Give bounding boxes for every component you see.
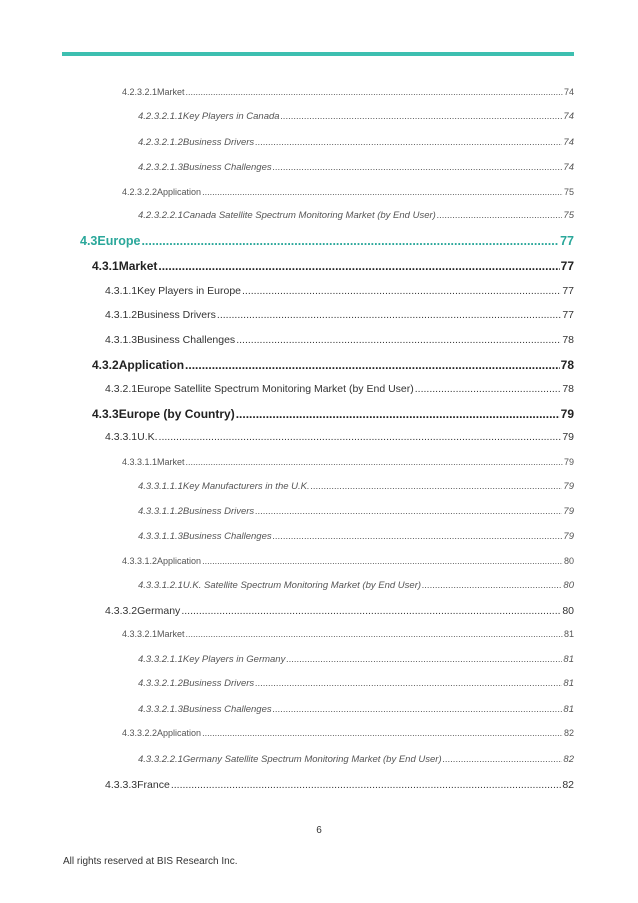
page-number: 6 (316, 825, 322, 836)
toc-leader-dots (273, 704, 563, 715)
toc-entry-page: 79 (563, 531, 574, 542)
toc-entry-number: 4.2.3.2.1 (122, 87, 158, 97)
toc-entry-number: 4.3.3.2.1.1 (138, 654, 183, 665)
toc-entry-number: 4.3.2.1 (105, 383, 138, 395)
toc-entry-page: 77 (562, 285, 574, 297)
toc-entry[interactable] (105, 334, 574, 346)
toc-entry[interactable] (122, 629, 574, 639)
toc-leader-dots (273, 531, 563, 542)
toc-leader-dots (311, 481, 563, 492)
toc-leader-dots (141, 234, 559, 248)
toc-entry-title: Key Players in Canada (182, 111, 280, 122)
toc-entry-number: 4.3.1.3 (105, 334, 138, 346)
toc-entry-page: 77 (560, 234, 574, 248)
toc-leader-dots (181, 605, 561, 617)
toc-entry-page: 79 (563, 457, 574, 467)
toc-entry-title: Business Challenges (182, 531, 272, 542)
toc-leader-dots (171, 779, 562, 791)
footer-copyright: All rights reserved at BIS Research Inc. (63, 856, 238, 867)
toc-entry[interactable] (122, 87, 574, 97)
toc-entry-page: 79 (563, 481, 574, 492)
toc-entry-number: 4.3.3.2.2.1 (138, 754, 183, 765)
toc-leader-dots (186, 87, 563, 97)
toc-entry-number: 4.3 (80, 234, 98, 248)
toc-leader-dots (236, 334, 561, 346)
toc-leader-dots (202, 187, 563, 197)
toc-entry-number: 4.3.3.2.1.3 (138, 704, 183, 715)
toc-leader-dots (185, 358, 560, 372)
toc-entry-number: 4.3.3.2 (105, 605, 138, 617)
toc-leader-dots (437, 210, 563, 221)
toc-entry-title: Application (118, 358, 185, 372)
toc-entry[interactable] (138, 111, 574, 122)
toc-entry-page: 81 (563, 629, 574, 639)
toc-entry[interactable] (105, 285, 574, 297)
toc-leader-dots (286, 654, 562, 665)
toc-entry-number: 4.3.3.1.2 (122, 556, 158, 566)
toc-entry-page: 78 (560, 358, 574, 372)
toc-entry-page: 80 (563, 580, 574, 591)
toc-entry-title: Market (157, 629, 185, 639)
toc-entry-page: 82 (563, 754, 574, 765)
toc-leader-dots (186, 457, 563, 467)
toc-entry-page: 75 (563, 210, 574, 221)
toc-entry[interactable] (138, 210, 574, 221)
toc-entry[interactable] (138, 531, 574, 542)
toc-entry-title: Key Manufacturers in the U.K. (182, 481, 310, 492)
toc-leader-dots (281, 111, 563, 122)
toc-entry-title: Business Drivers (137, 309, 216, 321)
toc-entry-title: Europe (97, 234, 141, 248)
toc-entry-title: Key Players in Germany (182, 654, 286, 665)
toc-entry-page: 77 (560, 259, 574, 273)
toc-entry[interactable] (138, 162, 574, 173)
toc-entry-title: Business Challenges (182, 162, 272, 173)
toc-entry-page: 81 (563, 678, 574, 689)
header-rule (62, 52, 574, 56)
toc-entry[interactable] (92, 259, 574, 273)
toc-entry-page: 78 (562, 334, 574, 346)
toc-entry-number: 4.3.1 (92, 259, 119, 273)
toc-entry-page: 78 (562, 383, 574, 395)
toc-entry[interactable] (92, 358, 574, 372)
toc-entry-number: 4.3.3.1.1 (122, 457, 158, 467)
toc-leader-dots (242, 285, 561, 297)
toc-entry-number: 4.2.3.2.2 (122, 187, 158, 197)
toc-entry-page: 80 (563, 556, 574, 566)
toc-leader-dots (202, 728, 563, 738)
toc-entry-title: Business Challenges (137, 334, 236, 346)
toc-entry[interactable] (138, 506, 574, 517)
toc-entry[interactable] (105, 383, 574, 395)
toc-entry[interactable] (122, 556, 574, 566)
toc-entry-number: 4.3.1.1 (105, 285, 138, 297)
toc-entry-title: Europe Satellite Spectrum Monitoring Market (by End User) (137, 383, 414, 395)
toc-entry-number: 4.3.3.1.1.1 (138, 481, 183, 492)
toc-entry-number: 4.3.3.3 (105, 779, 138, 791)
toc-entry-number: 4.2.3.2.1.3 (138, 162, 183, 173)
toc-entry-number: 4.3.3.1.2.1 (138, 580, 183, 591)
toc-entry-title: Key Players in Europe (137, 285, 242, 297)
toc-entry-number: 4.3.2 (92, 358, 119, 372)
toc-entry[interactable] (138, 137, 574, 148)
toc-entry[interactable] (80, 234, 574, 248)
toc-entry[interactable] (138, 754, 574, 765)
toc-entry-number: 4.3.1.2 (105, 309, 138, 321)
toc-entry-title: Business Drivers (182, 137, 255, 148)
toc-entry[interactable] (138, 654, 574, 665)
toc-entry-page: 82 (562, 779, 574, 791)
toc-entry-page: 79 (560, 407, 574, 421)
toc-entry-number: 4.3.3.1.1.2 (138, 506, 183, 517)
toc-entry-number: 4.2.3.2.2.1 (138, 210, 183, 221)
toc-entry-number: 4.3.3.1.1.3 (138, 531, 183, 542)
toc-entry-number: 4.3.3.1 (105, 431, 138, 443)
toc-entry-page: 81 (563, 704, 574, 715)
toc-entry[interactable] (138, 678, 574, 689)
toc-entry-title: France (137, 779, 170, 791)
toc-entry[interactable] (105, 605, 574, 617)
toc-entry-title: Business Drivers (182, 678, 255, 689)
toc-leader-dots (255, 678, 562, 689)
toc-leader-dots (255, 506, 562, 517)
toc-leader-dots (415, 383, 562, 395)
toc-leader-dots (273, 162, 563, 173)
toc-entry-title: Business Challenges (182, 704, 272, 715)
toc-entry-page: 82 (563, 728, 574, 738)
toc-entry-page: 75 (563, 187, 574, 197)
toc-entry-title: Canada Satellite Spectrum Monitoring Market (by End User) (182, 210, 436, 221)
toc-leader-dots (158, 259, 559, 273)
toc-entry-page: 77 (562, 309, 574, 321)
toc-entry-title: Europe (by Country) (118, 407, 235, 421)
toc-entry-title: Application (157, 728, 202, 738)
toc-entry-number: 4.2.3.2.1.1 (138, 111, 183, 122)
toc-entry-number: 4.3.3.2.1 (122, 629, 158, 639)
toc-entry-title: U.K. Satellite Spectrum Monitoring Market (by End User) (182, 580, 422, 591)
toc-entry-number: 4.3.3.2.2 (122, 728, 158, 738)
toc-entry-title: Application (157, 187, 202, 197)
toc-entry[interactable] (105, 309, 574, 321)
toc-leader-dots (159, 431, 562, 443)
toc-entry-number: 4.3.3.2.1.2 (138, 678, 183, 689)
toc-entry[interactable] (122, 457, 574, 467)
toc-entry-title: U.K. (137, 431, 158, 443)
toc-entry-page: 74 (563, 87, 574, 97)
toc-entry[interactable] (105, 431, 574, 443)
toc-leader-dots (202, 556, 563, 566)
toc-entry[interactable] (138, 704, 574, 715)
toc-entry-page: 80 (562, 605, 574, 617)
toc-leader-dots (255, 137, 562, 148)
toc-entry-page: 81 (563, 654, 574, 665)
toc-entry-title: Market (157, 457, 185, 467)
toc-entry-title: Market (118, 259, 158, 273)
toc-entry-page: 79 (563, 506, 574, 517)
toc-entry[interactable] (92, 407, 574, 421)
toc-entry[interactable] (138, 481, 574, 492)
toc-entry-number: 4.2.3.2.1.2 (138, 137, 183, 148)
toc-entry[interactable] (122, 728, 574, 738)
toc-entry-title: Germany Satellite Spectrum Monitoring Market (by End User) (182, 754, 442, 765)
toc-entry-page: 79 (562, 431, 574, 443)
toc-entry-page: 74 (563, 137, 574, 148)
toc-leader-dots (186, 629, 563, 639)
toc-leader-dots (236, 407, 560, 421)
toc-entry-page: 74 (563, 162, 574, 173)
toc-entry[interactable] (122, 187, 574, 197)
toc-entry[interactable] (138, 580, 574, 591)
toc-entry-page: 74 (563, 111, 574, 122)
toc-entry-title: Application (157, 556, 202, 566)
toc-leader-dots (443, 754, 563, 765)
toc-entry[interactable] (105, 779, 574, 791)
toc-entry-title: Market (157, 87, 185, 97)
toc-leader-dots (422, 580, 562, 591)
toc-entry-title: Germany (137, 605, 181, 617)
toc-entry-title: Business Drivers (182, 506, 255, 517)
toc-leader-dots (217, 309, 561, 321)
toc-entry-number: 4.3.3 (92, 407, 119, 421)
